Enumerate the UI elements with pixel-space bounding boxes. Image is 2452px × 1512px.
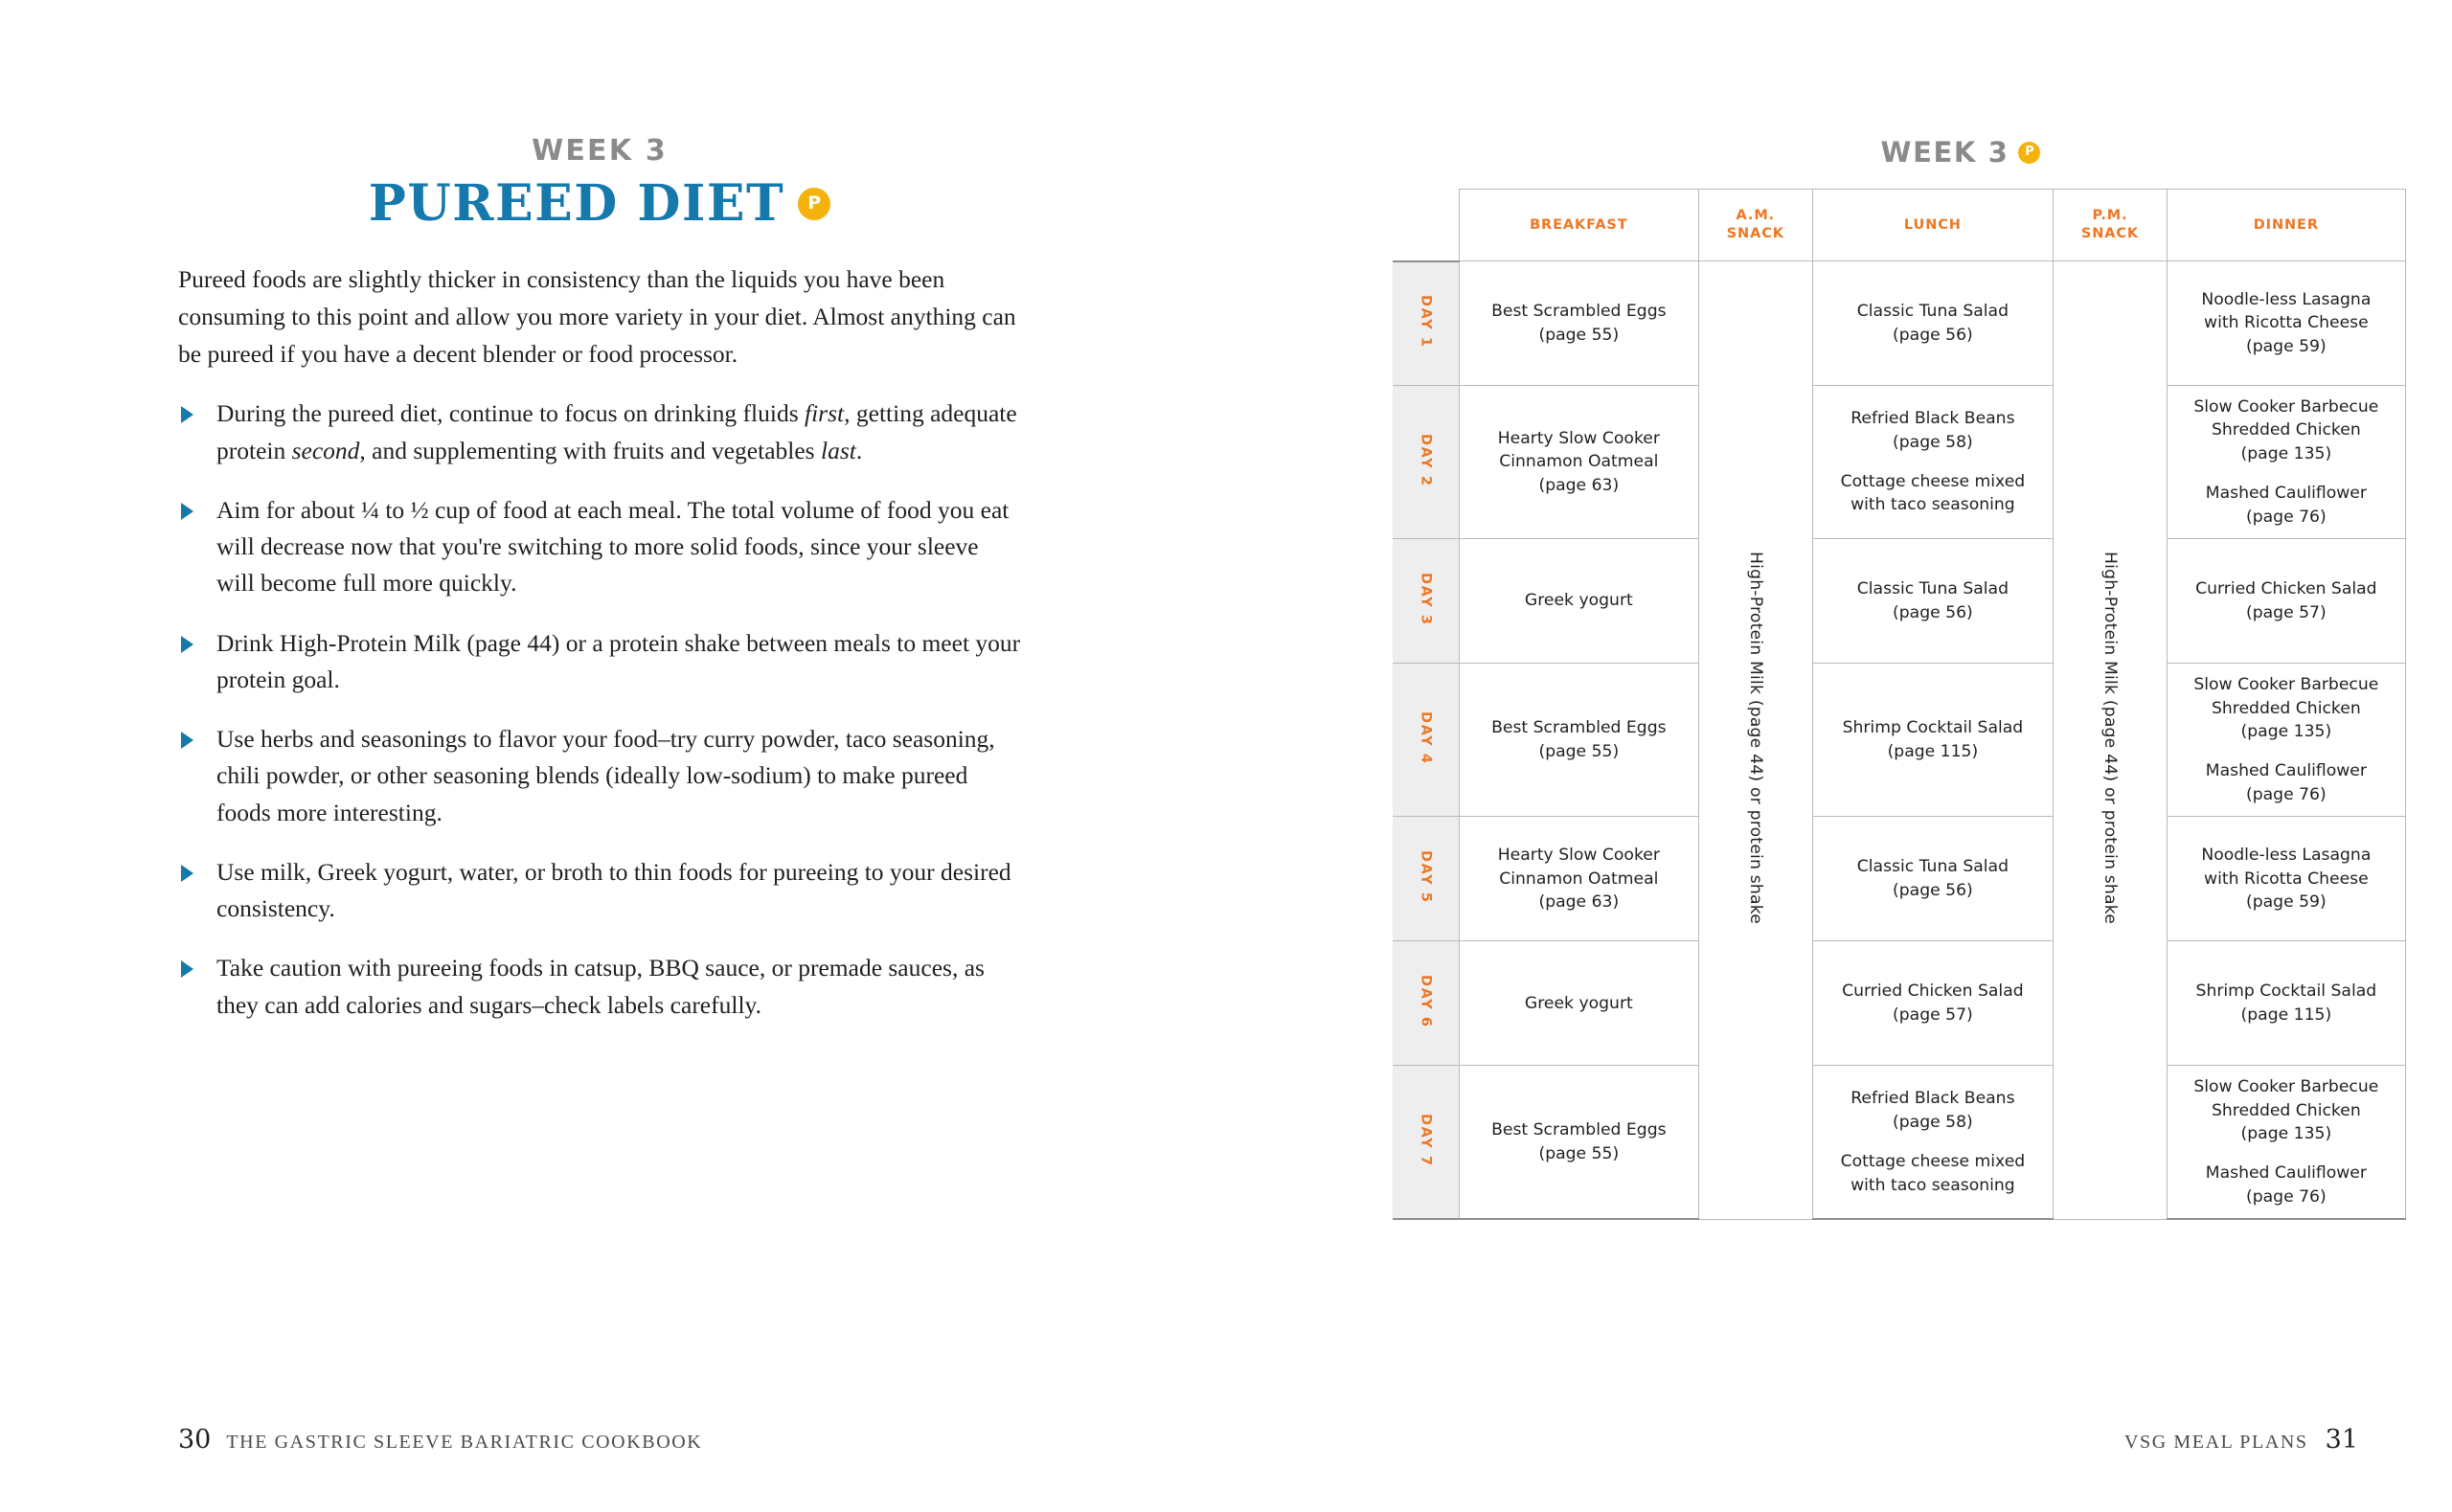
meal-line: Cinnamon Oatmeal [1499, 452, 1659, 472]
meal-line: (page 55) [1538, 325, 1620, 345]
table-row [1393, 664, 2406, 817]
day-label-cell [1393, 386, 1459, 539]
meal-line: Slow Cooker Barbecue [2193, 397, 2379, 417]
page-number-right: 31 [2325, 1425, 2358, 1455]
meal-line: Hearty Slow Cooker [1497, 428, 1660, 448]
meal-line: with taco seasoning [1850, 495, 2015, 515]
day-label: DAY 3 [1418, 572, 1434, 626]
list-item [178, 625, 1021, 699]
column-header-dinner: DINNER [2167, 190, 2405, 261]
am-snack-line2: SNACK [1726, 226, 1784, 241]
line-spacer [2176, 1145, 2396, 1162]
line-spacer [2176, 743, 2396, 759]
dinner-cell [2167, 261, 2405, 386]
running-head-right: VSG MEAL PLANS [2123, 1432, 2308, 1453]
meal-line: (page 135) [2240, 443, 2332, 463]
day-label: DAY 2 [1418, 433, 1434, 487]
column-header-day [1393, 190, 1459, 261]
meal-line: (page 55) [1538, 1143, 1620, 1163]
meal-line: Curried Chicken Salad [1842, 982, 2024, 1002]
breakfast-cell [1459, 941, 1698, 1066]
meal-line: Shrimp Cocktail Salad [2195, 982, 2377, 1002]
day-label-cell [1393, 817, 1459, 941]
lunch-cell [1812, 386, 2054, 539]
meal-line: Best Scrambled Eggs [1491, 302, 1667, 322]
table-row [1393, 941, 2406, 1066]
breakfast-cell [1459, 664, 1698, 817]
list-item [178, 854, 1021, 928]
meal-line: Best Scrambled Eggs [1491, 718, 1667, 738]
bullet-triangle-icon [181, 636, 193, 653]
meal-line: (page 58) [1893, 432, 1973, 452]
meal-line: (page 57) [2246, 602, 2327, 622]
meal-line: with taco seasoning [1850, 1175, 2015, 1195]
column-header-pm-snack [2054, 190, 2167, 261]
meal-line: Noodle-less Lasagna [2201, 846, 2372, 866]
meal-line: (page 59) [2246, 336, 2327, 356]
lunch-cell [1812, 664, 2054, 817]
meal-line: Cottage cheese mixed [1840, 1152, 2026, 1172]
meal-line: Best Scrambled Eggs [1491, 1120, 1667, 1140]
meal-line: (page 115) [2240, 1004, 2332, 1025]
day-label: DAY 4 [1418, 711, 1434, 765]
dinner-cell [2167, 386, 2405, 539]
dinner-cell [2167, 941, 2405, 1066]
day-label: DAY 1 [1418, 294, 1434, 349]
left-page-footer [178, 1425, 702, 1455]
day-label-cell [1393, 664, 1459, 817]
meal-line: Mashed Cauliflower [2205, 1163, 2367, 1184]
running-head-left: THE GASTRIC SLEEVE BARIATRIC COOKBOOK [226, 1432, 703, 1453]
meal-line: (page 57) [1893, 1004, 1973, 1025]
bullet-triangle-icon [181, 960, 193, 978]
meal-line: Shredded Chicken [2211, 1100, 2361, 1120]
lunch-cell [1812, 1066, 2054, 1220]
table-row [1393, 539, 2406, 664]
day-label: DAY 7 [1418, 1114, 1434, 1167]
line-spacer [2176, 465, 2396, 482]
meal-line: (page 56) [1893, 325, 1973, 345]
week-heading-right [1429, 136, 2452, 169]
intro-paragraph: Pureed foods are slightly thicker in consistency than the liquids you have been consuming to this point and allow you more variety in your diet. Almost anything can be pureed if you have a decent blender or food processor. [178, 265, 1016, 368]
meal-line: Hearty Slow Cooker [1497, 846, 1660, 866]
meal-line: (page 76) [2246, 507, 2327, 527]
table-row [1393, 1066, 2406, 1220]
pm-snack-line2: SNACK [2080, 226, 2140, 241]
right-page-footer [2124, 1425, 2358, 1455]
meal-line: Curried Chicken Salad [2195, 579, 2377, 599]
column-header-breakfast: BREAKFAST [1459, 190, 1698, 261]
meal-line: Refried Black Beans [1850, 409, 2015, 429]
day-label: DAY 5 [1418, 849, 1434, 904]
meal-line: with Ricotta Cheese [2204, 869, 2369, 889]
meal-line: Mashed Cauliflower [2205, 484, 2367, 504]
day-label: DAY 6 [1418, 974, 1434, 1028]
list-item [178, 950, 1021, 1024]
meal-line: (page 58) [1893, 1112, 1973, 1132]
meal-line: (page 63) [1538, 475, 1620, 495]
dinner-cell [2167, 1066, 2405, 1220]
meal-line: Slow Cooker Barbecue [2193, 675, 2379, 695]
week-eyebrow-right: WEEK 3 [1880, 136, 2009, 169]
tip-text: During the pureed diet, continue to focus on drinking fluids first, getting adequate protein second, and supplementing with fruits and vegetables last. [216, 399, 1017, 464]
meal-line: Shredded Chicken [2211, 420, 2361, 440]
meal-line: Greek yogurt [1524, 993, 1633, 1013]
list-item [178, 721, 1021, 831]
lunch-cell [1812, 261, 2054, 386]
week-eyebrow-left: WEEK 3 [532, 134, 668, 168]
meal-line: Noodle-less Lasagna [2201, 289, 2372, 309]
page-title: PUREED DIET [368, 174, 785, 233]
table-header-row [1393, 190, 2406, 261]
day-label-cell [1393, 941, 1459, 1066]
meal-line: Cinnamon Oatmeal [1499, 869, 1659, 889]
meal-line: (page 115) [1887, 741, 1979, 761]
meal-line: Shredded Chicken [2211, 698, 2361, 718]
day-label-cell [1393, 1066, 1459, 1220]
meal-line: (page 63) [1538, 891, 1620, 912]
dinner-cell [2167, 664, 2405, 817]
meal-line: with Ricotta Cheese [2204, 313, 2369, 333]
column-header-lunch: LUNCH [1812, 190, 2054, 261]
tips-list [178, 395, 1021, 1024]
column-header-am-snack [1699, 190, 1812, 261]
breakfast-cell [1459, 817, 1698, 941]
tip-text: Use herbs and seasonings to flavor your food–try curry powder, taco seasoning, chili powder, or other seasoning blends (ideally low-sodium) to make pureed foods more interesting. [216, 725, 995, 826]
meal-line: Shrimp Cocktail Salad [1842, 718, 2024, 738]
meal-line: Slow Cooker Barbecue [2193, 1077, 2379, 1097]
left-page-content [178, 134, 1021, 1047]
am-snack-cell [1699, 261, 1812, 1220]
am-snack-text: High-Protein Milk (page 44) or protein shake [1745, 552, 1765, 925]
day-label-cell [1393, 261, 1459, 386]
meal-line: (page 135) [2240, 1124, 2332, 1144]
meal-line: Classic Tuna Salad [1856, 857, 2009, 877]
tip-text: Use milk, Greek yogurt, water, or broth to thin foods for pureeing to your desired consistency. [216, 857, 1011, 922]
line-spacer [1822, 1134, 2045, 1150]
tip-text: Aim for about ¼ to ½ cup of food at each meal. The total volume of food you eat will decrease now that you're switching to more solid foods, since your sleeve will become full more quickly. [216, 495, 1010, 598]
dinner-cell [2167, 539, 2405, 664]
meal-line: Greek yogurt [1524, 591, 1633, 611]
meal-line: (page 76) [2246, 784, 2327, 804]
am-snack-line1: A.M. [1736, 208, 1776, 224]
tip-text: Drink High-Protein Milk (page 44) or a protein shake between meals to meet your protein goal. [216, 628, 1021, 693]
bullet-triangle-icon [181, 865, 193, 882]
table-row [1393, 817, 2406, 941]
table-header [1393, 190, 2406, 261]
right-page [1389, 0, 2452, 1512]
page-number-left: 30 [178, 1425, 212, 1455]
line-spacer [1822, 454, 2045, 470]
meal-line: Mashed Cauliflower [2205, 761, 2367, 781]
page-title-row [178, 174, 1021, 233]
lunch-cell [1812, 941, 2054, 1066]
table-body [1393, 261, 2406, 1220]
breakfast-cell [1459, 261, 1698, 386]
bullet-triangle-icon [181, 406, 193, 423]
tip-text: Take caution with pureeing foods in catsup, BBQ sauce, or premade sauces, as they can add calories and sugars–check labels carefully. [216, 954, 985, 1019]
meal-line: Refried Black Beans [1850, 1089, 2015, 1109]
dinner-cell [2167, 817, 2405, 941]
list-item [178, 492, 1021, 602]
breakfast-cell [1459, 386, 1698, 539]
meal-line: (page 59) [2246, 891, 2327, 912]
table-row [1393, 386, 2406, 539]
meal-line: (page 55) [1538, 741, 1620, 761]
pm-snack-cell [2054, 261, 2167, 1220]
breakfast-cell [1459, 1066, 1698, 1220]
meal-line: (page 135) [2240, 721, 2332, 741]
meal-line: (page 56) [1893, 880, 1973, 900]
pureed-phase-badge-icon-right: P [2018, 142, 2040, 164]
meal-line: (page 56) [1893, 602, 1973, 622]
meal-line: Cottage cheese mixed [1840, 472, 2026, 492]
meal-line: Classic Tuna Salad [1856, 302, 2009, 322]
pureed-phase-badge-icon: P [798, 188, 830, 220]
day-label-cell [1393, 539, 1459, 664]
list-item [178, 395, 1021, 469]
lunch-cell [1812, 817, 2054, 941]
meal-plan-table [1393, 189, 2406, 1220]
meal-line: (page 76) [2246, 1186, 2327, 1207]
bullet-triangle-icon [181, 503, 193, 520]
pm-snack-line1: P.M. [2092, 208, 2128, 224]
pm-snack-text: High-Protein Milk (page 44) or protein shake [2100, 552, 2120, 925]
lunch-cell [1812, 539, 2054, 664]
meal-line: Classic Tuna Salad [1856, 579, 2009, 599]
table-row [1393, 261, 2406, 386]
breakfast-cell [1459, 539, 1698, 664]
bullet-triangle-icon [181, 732, 193, 749]
